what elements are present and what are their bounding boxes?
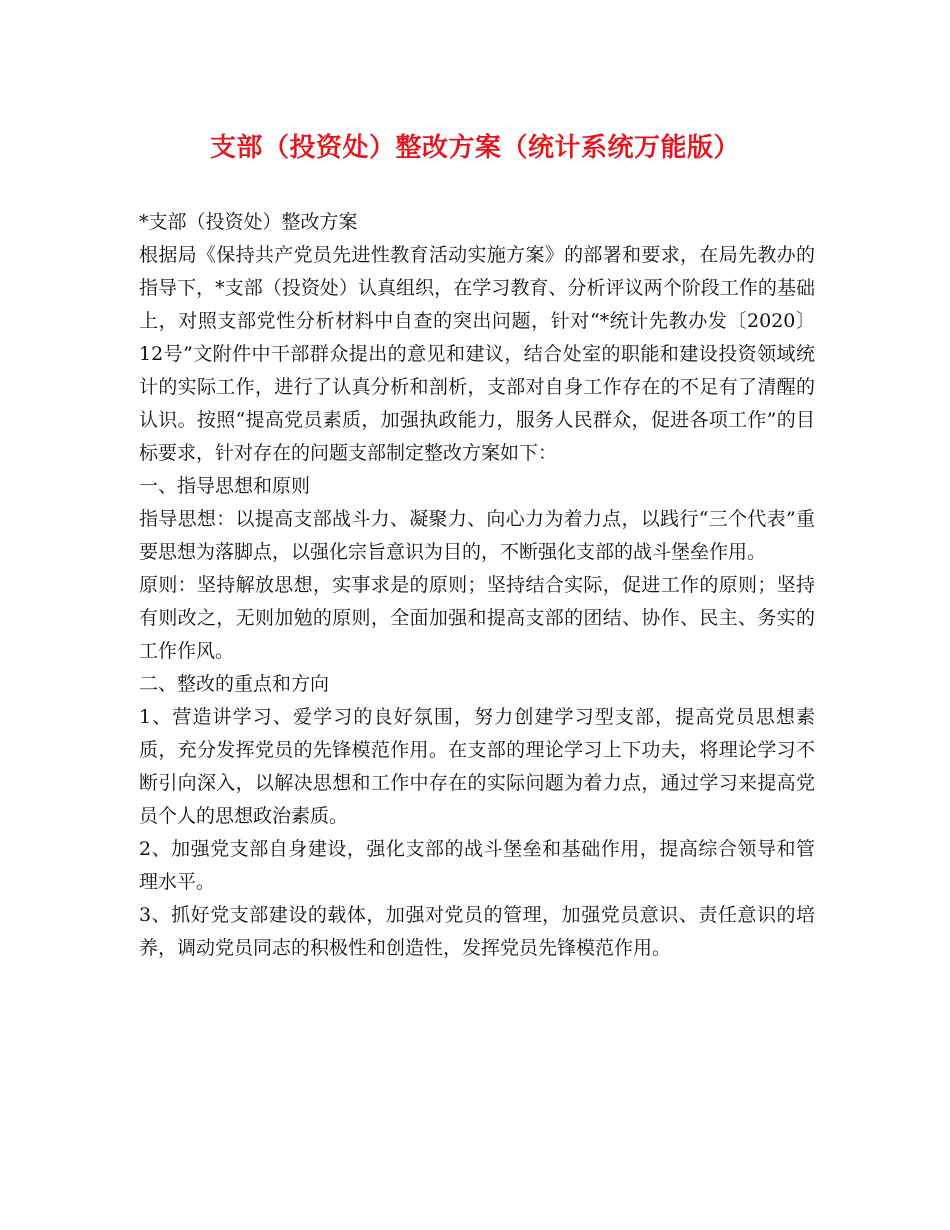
section-heading-1: 一、指导思想和原则 [139,475,311,497]
principles-paragraph: 原则：坚持解放思想，实事求是的原则；坚持结合实际，促进工作的原则；坚持有则改之，无则加勉的原则，全面加强和提高支部的团结、协作、民主、务实的工作作风。 [139,574,815,662]
intro-paragraph: 根据局《保持共产党员先进性教育活动实施方案》的部署和要求，在局先教办的指导下，*支部（投资处）认真组织，在学习教育、分析评议两个阶段工作的基础上，对照支部党性分析材料中自查的突出问题，针对“*统计先教办发〔2020〕12号”文附件中干部群众提出的意见和建议，结合处室的职能和建设投资领域统计的实际工作，进行了认真分析和剖析，支部对自身工作存在的不足有了清醒的认识。按照“提高党员素质，加强执政能力，服务人民群众，促进各项工作”的目标要求，针对存在的问题支部制定整改方案如下： [139,244,815,464]
document-title: 支部（投资处）整改方案（统计系统万能版） [209,133,740,163]
document-body [139,206,815,965]
guiding-ideology-paragraph: 指导思想：以提高支部战斗力、凝聚力、向心力为着力点，以践行“三个代表”重要思想为落脚点，以强化宗旨意识为目的，不断强化支部的战斗堡垒作用。 [139,508,815,563]
item-1-paragraph: 1、营造讲学习、爱学习的良好氛围，努力创建学习型支部，提高党员思想素质，充分发挥党员的先锋模范作用。在支部的理论学习上下功夫，将理论学习不断引向深入，以解决思想和工作中存在的实际问题为着力点，通过学习来提高党员个人的思想政治素质。 [139,706,815,827]
section-heading-2: 二、整改的重点和方向 [139,673,330,695]
item-3-paragraph: 3、抓好党支部建设的载体，加强对党员的管理，加强党员意识、责任意识的培养，调动党员同志的积极性和创造性，发挥党员先锋模范作用。 [139,904,815,959]
subtitle-line: *支部（投资处）整改方案 [139,211,358,233]
item-2-paragraph: 2、加强党支部自身建设，强化支部的战斗堡垒和基础作用，提高综合领导和管理水平。 [139,838,815,893]
